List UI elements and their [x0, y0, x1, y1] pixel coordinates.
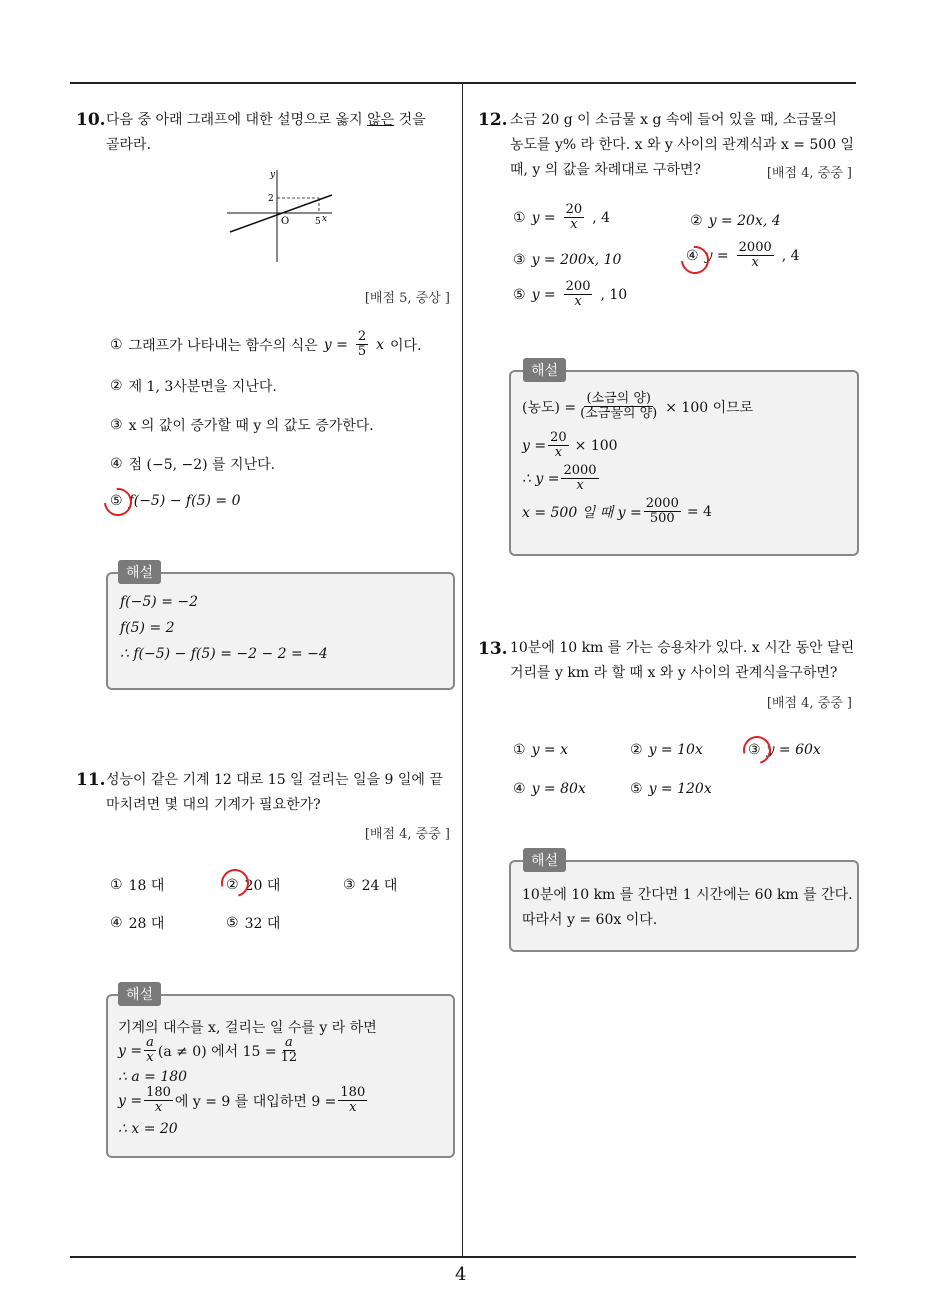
fraction-denominator: x — [751, 255, 759, 270]
choice-number: ④ — [110, 456, 123, 472]
solution-text: x = 500 일 때 y = — [522, 504, 642, 521]
choice-number: ⑤ — [513, 286, 526, 303]
q10-choice-2[interactable] — [110, 376, 277, 396]
choice-fraction — [564, 280, 593, 309]
page-number: 4 — [455, 1264, 467, 1285]
q11-solution-line3: ∴ a = 180 — [118, 1069, 188, 1085]
graph-x-label: x — [322, 214, 328, 224]
fraction-denominator: x — [570, 217, 578, 232]
q13-choice-1[interactable] — [513, 742, 568, 758]
fraction-denominator: x — [349, 1100, 357, 1115]
solution-text: y = — [118, 1092, 143, 1109]
q13-number: 13. — [478, 639, 508, 659]
choice-number: ③ — [513, 252, 526, 268]
fraction-numerator: 2 — [357, 329, 367, 344]
solution-fraction — [144, 1036, 156, 1065]
graph-tick-y: 2 — [268, 194, 274, 204]
q13-choice-4[interactable] — [513, 781, 586, 797]
choice-text: f(−5) − f(5) = 0 — [128, 493, 241, 509]
answer-circle-mark — [216, 864, 254, 902]
q12-solution-line2 — [522, 431, 618, 460]
q13-solution-line1: 10분에 10 km 를 간다면 1 시간에는 60 km 를 간다. — [522, 887, 853, 903]
choice-text: 28 대 — [128, 916, 165, 932]
q12-solution-line3 — [522, 464, 601, 493]
q12-choice-5[interactable] — [513, 280, 627, 309]
fraction-numerator: 180 — [146, 1085, 171, 1100]
choice-number: ④ — [110, 915, 123, 931]
fraction-denominator: 12 — [280, 1050, 298, 1065]
choice-number: ① — [110, 336, 123, 353]
choice-eq: y = — [323, 336, 348, 353]
q11-choice-1[interactable] — [110, 875, 164, 895]
q10-number: 10. — [76, 110, 106, 130]
q13-solution-box — [509, 860, 859, 952]
q10-text-line2: 골라라. — [106, 137, 152, 153]
q10-solution-tag: 해설 — [118, 560, 161, 584]
q11-solution-line4 — [118, 1086, 369, 1115]
fraction-denominator: x — [554, 445, 563, 460]
q10-solution-line1: f(−5) = −2 — [120, 594, 199, 610]
q11-text-line1: 성능이 같은 기계 12 대로 15 일 걸리는 일을 9 일에 끝 — [106, 772, 443, 788]
choice-number: ⑤ — [226, 915, 239, 931]
q10-solution-line2: f(5) = 2 — [120, 620, 175, 636]
choice-text: 제 1, 3사분면을 지난다. — [128, 379, 277, 395]
fraction-numerator: 20 — [565, 202, 583, 217]
choice-text: y = 10x — [648, 742, 703, 758]
q11-solution-line1: 기계의 대수를 x, 걸리는 일 수를 y 라 하면 — [118, 1020, 377, 1036]
choice-text: y = 200x, 10 — [531, 252, 622, 268]
top-rule — [70, 82, 856, 84]
choice-text: y = 80x — [531, 781, 586, 797]
q12-text-line1: 소금 20 g 이 소금물 x g 속에 들어 있을 때, 소금물의 — [510, 112, 837, 128]
choice-text: y = — [704, 247, 729, 264]
fraction-denominator: x — [146, 1050, 154, 1065]
q10-points: [배점 5, 중상 ] — [364, 291, 450, 306]
choice-text: y = x — [531, 742, 568, 758]
fraction-numerator: (소금의 양) — [586, 391, 651, 406]
q13-points: [배점 4, 중중 ] — [766, 696, 852, 711]
choice-fraction — [737, 241, 774, 270]
solution-text: = 4 — [686, 503, 712, 520]
q12-solution-line4 — [522, 497, 712, 526]
choice-text: y = — [531, 286, 556, 303]
q11-solution-line2 — [118, 1036, 301, 1065]
q10-choice-4[interactable] — [110, 454, 275, 474]
choice-text: y = 20x, 4 — [708, 213, 781, 229]
solution-text: (농도) = — [522, 399, 577, 416]
q11-choice-5[interactable] — [226, 913, 280, 933]
choice-number: ② — [690, 213, 703, 229]
solution-text: × 100 이므로 — [665, 399, 754, 416]
choice-text: 18 대 — [128, 878, 165, 894]
q12-text-line3: 때, y 의 값을 차례대로 구하면? — [510, 162, 701, 178]
choice-text: 20 대 — [244, 878, 281, 894]
choice-fraction — [356, 330, 368, 359]
fraction-numerator: 2000 — [645, 496, 679, 511]
fraction-numerator: 2000 — [738, 240, 772, 255]
fraction-numerator: a — [285, 1035, 293, 1050]
q10-text-underline: 않은 — [367, 112, 395, 128]
choice-text: y = — [531, 209, 556, 226]
q12-solution-line1 — [522, 392, 753, 421]
fraction-numerator: a — [146, 1035, 154, 1050]
fraction-numerator: 200 — [565, 279, 591, 294]
choice-number: ② — [630, 742, 643, 758]
q13-choice-5[interactable] — [630, 781, 712, 797]
q10-choice-1[interactable] — [110, 330, 422, 359]
solution-fraction — [644, 497, 681, 526]
q12-number: 12. — [478, 110, 508, 130]
solution-fraction — [578, 392, 659, 421]
choice-number: ② — [226, 877, 239, 893]
solution-text: (a ≠ 0) 에서 15 = — [157, 1043, 277, 1060]
q11-text — [106, 768, 458, 818]
choice-number: ① — [110, 877, 123, 893]
choice-number: ② — [110, 378, 123, 394]
choice-text: x 의 값이 증가할 때 y 의 값도 증가한다. — [128, 418, 374, 434]
q13-text-line2: 거리를 y km 라 할 때 x 와 y 사이의 관계식을구하면? — [510, 665, 838, 681]
choice-number: ① — [513, 209, 526, 226]
fraction-denominator: 5 — [357, 344, 367, 359]
solution-fraction — [144, 1086, 173, 1115]
fraction-denominator: 500 — [649, 511, 675, 526]
q12-choice-2[interactable] — [690, 213, 781, 229]
solution-text: 에 y = 9 를 대입하면 9 = — [174, 1093, 337, 1110]
solution-fraction — [548, 431, 569, 460]
fraction-numerator: 180 — [340, 1085, 366, 1100]
choice-text: 그래프가 나타내는 함수의 식은 — [128, 337, 318, 354]
q10-solution-line3: ∴ f(−5) − f(5) = −2 − 2 = −4 — [120, 646, 328, 662]
q11-solution-tag: 해설 — [118, 982, 161, 1006]
fraction-denominator: x — [574, 294, 582, 309]
choice-number: ③ — [343, 877, 356, 893]
q10-text — [106, 108, 456, 158]
q11-number: 11. — [76, 770, 106, 790]
q12-choice-1[interactable] — [513, 203, 610, 232]
solution-fraction — [561, 464, 598, 493]
q10-text-post: 것을 — [394, 112, 426, 128]
q11-text-line2: 마치려면 몇 대의 기계가 필요한가? — [106, 797, 321, 813]
choice-var: x — [376, 336, 385, 353]
choice-post: , 4 — [592, 209, 611, 226]
q10-graph — [222, 166, 340, 266]
choice-number: ⑤ — [110, 493, 123, 509]
q10-text-pre: 다음 중 아래 그래프에 대한 설명으로 옳지 — [106, 112, 368, 128]
solution-text: y = — [522, 437, 547, 454]
choice-number: ③ — [110, 417, 123, 433]
q11-points: [배점 4, 중중 ] — [364, 827, 450, 842]
choice-post: 이다. — [390, 337, 422, 354]
fraction-denominator: x — [154, 1100, 163, 1115]
q13-solution-line2: 따라서 y = 60x 이다. — [522, 912, 658, 928]
choice-number: ④ — [513, 781, 526, 797]
bottom-rule — [70, 1256, 856, 1258]
q13-solution-tag: 해설 — [523, 848, 566, 872]
q13-text — [510, 636, 862, 686]
q11-choice-3[interactable] — [343, 875, 397, 895]
choice-text: 32 대 — [244, 916, 281, 932]
solution-fraction — [338, 1086, 367, 1115]
q13-text-line1: 10분에 10 km 를 가는 승용차가 있다. x 시간 동안 달린 — [510, 640, 855, 656]
graph-tick-x: 5 — [315, 217, 321, 227]
q12-points: [배점 4, 중중 ] — [766, 166, 852, 181]
fraction-numerator: 20 — [550, 430, 567, 445]
solution-fraction — [279, 1036, 300, 1065]
fraction-numerator: 2000 — [563, 463, 597, 478]
answer-circle-mark — [738, 731, 776, 769]
choice-number: ① — [513, 742, 526, 758]
choice-text: y = 120x — [648, 781, 712, 797]
column-divider — [462, 84, 463, 1256]
q11-solution-line5: ∴ x = 20 — [118, 1121, 178, 1137]
q13-choice-2[interactable] — [630, 742, 703, 758]
solution-text: y = — [118, 1042, 143, 1059]
q12-text-line2: 농도를 y% 라 한다. x 와 y 사이의 관계식과 x = 500 일 — [510, 137, 855, 153]
graph-y-label: y — [270, 170, 276, 180]
solution-text: ∴ y = — [522, 470, 560, 487]
choice-number: ⑤ — [630, 781, 643, 797]
answer-circle-mark — [98, 482, 137, 521]
choice-text: 점 (−5, −2) 를 지난다. — [128, 457, 276, 473]
choice-post: , 10 — [600, 286, 628, 303]
q11-choice-4[interactable] — [110, 913, 164, 933]
choice-post: , 4 — [781, 247, 800, 264]
graph-origin-label: O — [281, 216, 290, 227]
solution-text: × 100 — [574, 437, 618, 454]
choice-number: ③ — [748, 742, 761, 758]
q10-choice-3[interactable] — [110, 415, 374, 435]
choice-text: 24 대 — [361, 878, 398, 894]
choice-number: ④ — [686, 247, 699, 264]
fraction-denominator: (소금물의 양) — [580, 406, 658, 421]
choice-text: y = 60x — [766, 742, 821, 758]
choice-fraction — [564, 203, 585, 232]
q12-choice-3[interactable] — [513, 252, 621, 268]
fraction-denominator: x — [576, 478, 584, 493]
q12-solution-tag: 해설 — [523, 358, 566, 382]
